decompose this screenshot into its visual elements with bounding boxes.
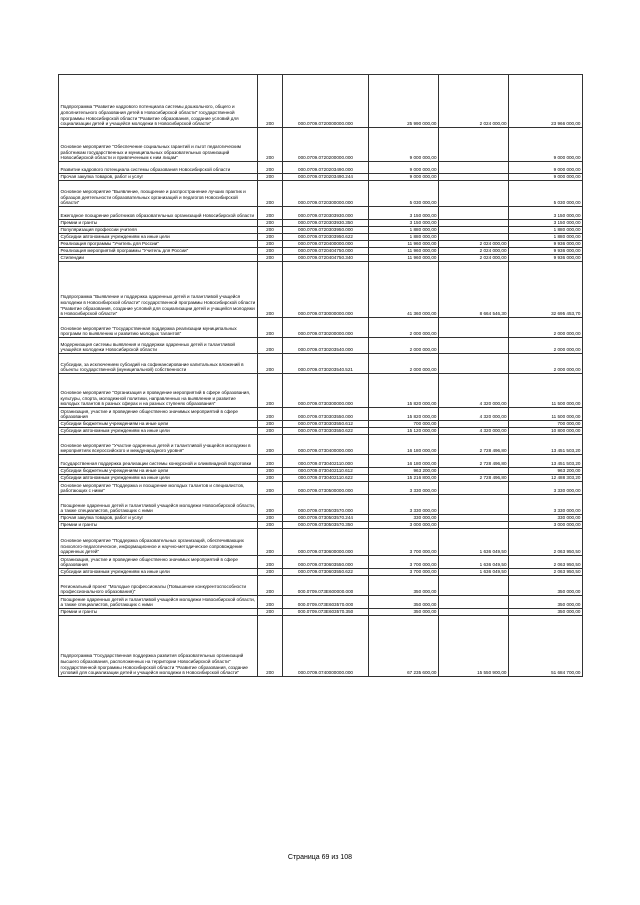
row-spent-cell: 15 550 900,00 [439, 616, 509, 677]
row-remaining-cell: 9 000 000,00 [509, 174, 583, 181]
table-row [59, 181, 583, 207]
row-amount-cell: 3 330 000,00 [369, 482, 439, 495]
row-group-cell: 200 [258, 181, 283, 207]
row-spent-cell [439, 318, 509, 338]
row-name-cell: Субсидии, за исключением субсидий на софинансирование капитальных вложений в объекты государственной (муниципальной) собственности [59, 354, 258, 374]
row-group-cell: 200 [258, 455, 283, 468]
row-code-cell: 000.0709.0730300000.000 [283, 374, 369, 408]
row-amount-cell: 5 030 000,00 [369, 181, 439, 207]
row-group-cell: 200 [258, 482, 283, 495]
row-spent-cell: 2 024 000,00 [439, 255, 509, 262]
row-amount-cell: 3 150 000,00 [369, 220, 439, 227]
row-amount-cell: 330 000,00 [369, 515, 439, 522]
page-number: Страница 69 из 108 [287, 854, 353, 861]
row-amount-cell: 3 330 000,00 [369, 495, 439, 515]
row-spent-cell [439, 609, 509, 616]
row-amount-cell: 67 235 600,00 [369, 616, 439, 677]
row-remaining-cell: 2 063 950,50 [509, 529, 583, 556]
row-code-cell: 000.0709.0720000000.000 [283, 75, 369, 128]
row-group-cell: 200 [258, 162, 283, 174]
row-amount-cell: 2 000 000,00 [369, 354, 439, 374]
row-remaining-cell: 3 330 000,00 [509, 482, 583, 495]
table-row [59, 569, 583, 576]
row-name-cell: Популяризация профессии учителя [59, 227, 258, 234]
row-code-cell: 000.0709.0730503570.244 [283, 515, 369, 522]
row-name-cell: Премии и гранты [59, 220, 258, 227]
row-group-cell: 200 [258, 255, 283, 262]
row-remaining-cell: 11 500 000,00 [509, 374, 583, 408]
row-code-cell: 000.0709.0730402110.612 [283, 468, 369, 475]
row-amount-cell: 350 000,00 [369, 609, 439, 616]
row-group-cell: 200 [258, 576, 283, 596]
row-remaining-cell: 963 200,00 [509, 468, 583, 475]
row-amount-cell: 963 200,00 [369, 468, 439, 475]
row-amount-cell: 350 000,00 [369, 596, 439, 609]
row-remaining-cell: 1 880 000,00 [509, 227, 583, 234]
table-row [59, 515, 583, 522]
row-name-cell: Премии и гранты [59, 522, 258, 529]
row-group-cell: 200 [258, 207, 283, 220]
row-spent-cell: 1 636 049,50 [439, 556, 509, 569]
row-remaining-cell: 2 063 950,50 [509, 556, 583, 569]
row-code-cell: 000.0709.0720203490.000 [283, 162, 369, 174]
row-code-cell: 000.0709.073E600000.000 [283, 576, 369, 596]
row-group-cell: 200 [258, 556, 283, 569]
row-spent-cell [439, 162, 509, 174]
table-row [59, 421, 583, 428]
row-remaining-cell: 5 030 000,00 [509, 181, 583, 207]
row-name-cell: Субсидии автономным учреждениям на иные цели [59, 569, 258, 576]
row-group-cell: 200 [258, 128, 283, 162]
row-remaining-cell: 350 000,00 [509, 609, 583, 616]
row-amount-cell: 16 180 000,00 [369, 455, 439, 468]
row-remaining-cell: 2 000 000,00 [509, 318, 583, 338]
row-name-cell: Региональный проект "Молодые профессионалы (Повышение конкурентоспособности профессионального образования)" [59, 576, 258, 596]
row-amount-cell: 25 990 000,00 [369, 75, 439, 128]
row-amount-cell: 11 960 000,00 [369, 248, 439, 255]
row-spent-cell: 2 728 496,80 [439, 435, 509, 455]
row-remaining-cell: 23 966 000,00 [509, 75, 583, 128]
row-name-cell: Государственная поддержка реализации системы конкурсной и олимпиадной подготовки [59, 455, 258, 468]
row-remaining-cell: 1 880 000,00 [509, 234, 583, 241]
row-group-cell: 200 [258, 354, 283, 374]
row-spent-cell: 2 728 496,80 [439, 455, 509, 468]
row-group-cell: 200 [258, 227, 283, 234]
row-code-cell: 000.0709.0730400000.000 [283, 435, 369, 455]
row-spent-cell: 4 320 000,00 [439, 428, 509, 435]
row-amount-cell: 3 700 000,00 [369, 529, 439, 556]
table-row [59, 241, 583, 248]
table-row [59, 576, 583, 596]
row-spent-cell [439, 174, 509, 181]
table-row [59, 374, 583, 408]
row-group-cell: 200 [258, 174, 283, 181]
table-row [59, 522, 583, 529]
row-name-cell: Субсидии автономным учреждениям на иные цели [59, 234, 258, 241]
row-spent-cell: 1 636 049,50 [439, 569, 509, 576]
row-code-cell: 000.0709.0730600000.000 [283, 529, 369, 556]
row-remaining-cell: 9 000 000,00 [509, 162, 583, 174]
row-group-cell: 200 [258, 338, 283, 354]
row-remaining-cell: 9 000 000,00 [509, 128, 583, 162]
row-spent-cell [439, 207, 509, 220]
row-spent-cell: 8 664 546,30 [439, 262, 509, 318]
row-amount-cell: 2 000 000,00 [369, 318, 439, 338]
budget-table-body [59, 75, 583, 677]
row-spent-cell: 4 320 000,00 [439, 408, 509, 421]
budget-table [58, 74, 583, 677]
row-remaining-cell: 3 330 000,00 [509, 495, 583, 515]
row-code-cell: 000.0709.0720303950.000 [283, 227, 369, 234]
row-group-cell: 200 [258, 318, 283, 338]
row-spent-cell [439, 495, 509, 515]
row-name-cell: Субсидии бюджетным учреждениям на иные цели [59, 468, 258, 475]
row-group-cell: 200 [258, 262, 283, 318]
table-row [59, 354, 583, 374]
row-name-cell: Ежегодное поощрение работников образовательных организаций Новосибирской области [59, 207, 258, 220]
row-remaining-cell: 3 000 000,00 [509, 522, 583, 529]
row-code-cell: 000.0709.0720300000.000 [283, 181, 369, 207]
row-spent-cell [439, 522, 509, 529]
row-group-cell: 200 [258, 408, 283, 421]
row-remaining-cell: 2 000 000,00 [509, 338, 583, 354]
table-row [59, 455, 583, 468]
row-amount-cell: 11 960 000,00 [369, 255, 439, 262]
row-amount-cell: 700 000,00 [369, 421, 439, 428]
row-spent-cell [439, 220, 509, 227]
table-row [59, 616, 583, 677]
row-group-cell: 200 [258, 421, 283, 428]
row-remaining-cell: 350 000,00 [509, 576, 583, 596]
row-name-cell: Основное мероприятие "Выявление, поощрение и распространение лучших практик и образцов деятельности образовательных организаций и педагогов Новосибирской области" [59, 181, 258, 207]
table-row [59, 162, 583, 174]
table-row [59, 495, 583, 515]
row-spent-cell [439, 338, 509, 354]
row-amount-cell: 16 180 000,00 [369, 435, 439, 455]
row-code-cell: 000.0709.0720404750.340 [283, 255, 369, 262]
row-name-cell: Развитие кадрового потенциала системы образования Новосибирской области [59, 162, 258, 174]
row-group-cell: 200 [258, 75, 283, 128]
row-amount-cell: 9 000 000,00 [369, 174, 439, 181]
row-code-cell: 000.0709.0730200000.000 [283, 318, 369, 338]
row-remaining-cell: 10 800 000,00 [509, 428, 583, 435]
row-amount-cell: 15 216 800,00 [369, 475, 439, 482]
row-group-cell: 200 [258, 475, 283, 482]
table-row [59, 468, 583, 475]
row-amount-cell: 3 150 000,00 [369, 207, 439, 220]
row-remaining-cell: 700 000,00 [509, 421, 583, 428]
row-code-cell: 000.0709.0730503570.000 [283, 495, 369, 515]
table-row [59, 338, 583, 354]
table-row [59, 248, 583, 255]
row-spent-cell [439, 596, 509, 609]
row-spent-cell [439, 354, 509, 374]
row-code-cell: 000.0709.0720200000.000 [283, 128, 369, 162]
row-group-cell: 200 [258, 515, 283, 522]
row-code-cell: 000.0709.0720303930.000 [283, 207, 369, 220]
row-name-cell: Поощрение одаренных детей и талантливой учащейся молодежи Новосибирской области, а также специалистов, работающих с ними [59, 596, 258, 609]
row-code-cell: 000.0709.0730402110.622 [283, 475, 369, 482]
row-code-cell: 000.0709.0730500000.000 [283, 482, 369, 495]
row-remaining-cell: 3 150 000,00 [509, 220, 583, 227]
row-name-cell: Подпрограмма "Государственная поддержка развития образовательных организаций высшего образования, расположенных на территории Новосибирской области" государственной программы Новосибирской области "Развитие образования, создание условий для социализации детей и учащейся молодежи в Новосибирской области" [59, 616, 258, 677]
table-row [59, 227, 583, 234]
row-remaining-cell: 2 000 000,00 [509, 354, 583, 374]
row-amount-cell: 9 000 000,00 [369, 162, 439, 174]
row-code-cell: 000.0709.0730303550.612 [283, 421, 369, 428]
row-remaining-cell: 13 451 503,20 [509, 455, 583, 468]
row-group-cell: 200 [258, 374, 283, 408]
row-group-cell: 200 [258, 616, 283, 677]
row-code-cell: 000.0709.0730303550.622 [283, 428, 369, 435]
row-remaining-cell: 350 000,00 [509, 596, 583, 609]
row-name-cell: Поощрение одаренных детей и талантливой учащейся молодежи Новосибирской области, а также специалистов, работающих с ними [59, 495, 258, 515]
row-name-cell: Основное мероприятие "Обеспечение социальных гарантий и льгот педагогическим работникам государственных и муниципальных образовательных организаций Новосибирской области и привлеченным к ним лицам" [59, 128, 258, 162]
row-name-cell: Премии и гранты [59, 609, 258, 616]
row-name-cell: Подпрограмма "Выявление и поддержка одаренных детей и талантливой учащейся молодежи в Новосибирской области" государственной программы Новосибирской области "Развитие образования, создание условий для социализации детей и учащейся молодежи в Новосибирской области" [59, 262, 258, 318]
row-amount-cell: 15 820 000,00 [369, 408, 439, 421]
row-name-cell: Субсидии автономным учреждениям на иные цели [59, 475, 258, 482]
row-code-cell: 000.0709.073E603570.000 [283, 596, 369, 609]
row-amount-cell: 1 880 000,00 [369, 234, 439, 241]
table-row [59, 318, 583, 338]
row-code-cell: 000.0709.0730603550.000 [283, 556, 369, 569]
row-amount-cell: 15 820 000,00 [369, 374, 439, 408]
row-amount-cell: 1 880 000,00 [369, 227, 439, 234]
row-group-cell: 200 [258, 241, 283, 248]
table-row [59, 596, 583, 609]
row-name-cell: Модернизация системы выявления и поддержки одаренных детей и талантливой учащейся молодежи Новосибирской области [59, 338, 258, 354]
row-spent-cell: 2 728 496,80 [439, 475, 509, 482]
row-code-cell: 000.0709.0730203540.000 [283, 338, 369, 354]
table-row [59, 255, 583, 262]
table-row [59, 174, 583, 181]
row-name-cell: Основное мероприятие "Участие одаренных детей и талантливой учащейся молодежи в мероприятиях всероссийского и международного уровня" [59, 435, 258, 455]
row-amount-cell: 2 000 000,00 [369, 338, 439, 354]
table-row [59, 262, 583, 318]
row-remaining-cell: 2 063 950,50 [509, 569, 583, 576]
row-group-cell: 200 [258, 495, 283, 515]
table-row [59, 428, 583, 435]
row-group-cell: 200 [258, 529, 283, 556]
row-group-cell: 200 [258, 609, 283, 616]
row-code-cell: 000.0709.073E603570.350 [283, 609, 369, 616]
row-name-cell: Организация, участие и проведение общественно значимых мероприятий в сфере образования [59, 408, 258, 421]
row-group-cell: 200 [258, 234, 283, 241]
row-remaining-cell: 11 500 000,00 [509, 408, 583, 421]
row-code-cell: 000.0709.0720404750.000 [283, 248, 369, 255]
table-row [59, 556, 583, 569]
table-row [59, 220, 583, 227]
row-name-cell: Основное мероприятие "Поддержка и поощрение молодых талантов и специалистов, работающих с ними" [59, 482, 258, 495]
row-name-cell: Основное мероприятие "Государственная поддержка реализации муниципальных программ по выявлению и развитию молодых талантов" [59, 318, 258, 338]
row-spent-cell [439, 128, 509, 162]
row-name-cell: Подпрограмма "Развитие кадрового потенциала системы дошкольного, общего и дополнительного образования детей в Новосибирской области" государственной программы Новосибирской области "Развитие образования, создание условий для социализации детей и учащейся молодежи в Новосибирской области" [59, 75, 258, 128]
row-remaining-cell: 9 936 000,00 [509, 255, 583, 262]
table-row [59, 408, 583, 421]
row-spent-cell [439, 181, 509, 207]
row-amount-cell: 15 120 000,00 [369, 428, 439, 435]
row-group-cell: 200 [258, 468, 283, 475]
row-name-cell: Реализация программы "Учитель для России" [59, 241, 258, 248]
row-name-cell: Прочая закупка товаров, работ и услуг [59, 174, 258, 181]
row-amount-cell: 11 960 000,00 [369, 241, 439, 248]
row-code-cell: 000.0709.0730203540.521 [283, 354, 369, 374]
row-group-cell: 200 [258, 248, 283, 255]
row-amount-cell: 3 700 000,00 [369, 569, 439, 576]
table-row [59, 207, 583, 220]
row-spent-cell: 4 320 000,00 [439, 374, 509, 408]
row-code-cell: 000.0709.0730503570.350 [283, 522, 369, 529]
row-amount-cell: 3 700 000,00 [369, 556, 439, 569]
row-code-cell: 000.0709.0720400000.000 [283, 241, 369, 248]
row-group-cell: 200 [258, 596, 283, 609]
row-name-cell: Реализация мероприятий программы "Учитель для России" [59, 248, 258, 255]
table-row [59, 128, 583, 162]
table-row [59, 482, 583, 495]
row-spent-cell [439, 421, 509, 428]
row-name-cell: Организация, участие и проведение общественно значимых мероприятий в сфере образования [59, 556, 258, 569]
row-code-cell: 000.0709.0720203490.244 [283, 174, 369, 181]
table-row [59, 75, 583, 128]
table-row [59, 234, 583, 241]
row-spent-cell: 2 024 000,00 [439, 75, 509, 128]
table-row [59, 529, 583, 556]
row-code-cell: 000.0709.0720303950.622 [283, 234, 369, 241]
row-name-cell: Стипендии [59, 255, 258, 262]
row-name-cell: Субсидии автономным учреждениям на иные цели [59, 428, 258, 435]
row-code-cell: 000.0709.0740000000.000 [283, 616, 369, 677]
row-group-cell: 200 [258, 569, 283, 576]
table-row [59, 609, 583, 616]
table-row [59, 475, 583, 482]
row-remaining-cell: 32 695 453,70 [509, 262, 583, 318]
table-row [59, 435, 583, 455]
row-remaining-cell: 51 684 700,00 [509, 616, 583, 677]
row-remaining-cell: 330 000,00 [509, 515, 583, 522]
row-remaining-cell: 9 936 000,00 [509, 248, 583, 255]
row-name-cell: Прочая закупка товаров, работ и услуг [59, 515, 258, 522]
row-amount-cell: 3 000 000,00 [369, 522, 439, 529]
row-amount-cell: 41 360 000,00 [369, 262, 439, 318]
row-spent-cell [439, 576, 509, 596]
row-spent-cell: 1 636 049,50 [439, 529, 509, 556]
row-remaining-cell: 12 488 303,20 [509, 475, 583, 482]
row-spent-cell [439, 482, 509, 495]
row-amount-cell: 9 000 000,00 [369, 128, 439, 162]
row-group-cell: 200 [258, 220, 283, 227]
row-code-cell: 000.0709.0730303550.000 [283, 408, 369, 421]
row-remaining-cell: 13 451 503,20 [509, 435, 583, 455]
row-code-cell: 000.0709.0720303930.350 [283, 220, 369, 227]
row-spent-cell [439, 515, 509, 522]
row-group-cell: 200 [258, 428, 283, 435]
row-code-cell: 000.0709.0730000000.000 [283, 262, 369, 318]
row-spent-cell [439, 227, 509, 234]
row-code-cell: 000.0709.0730402110.000 [283, 455, 369, 468]
row-group-cell: 200 [258, 522, 283, 529]
row-name-cell: Основное мероприятие "Организация и проведение мероприятий в сфере образования, культуры, спорта, молодежной политики, направленных на выявление и развитие молодых талантов в разных сферах и на разных ступенях образования" [59, 374, 258, 408]
row-name-cell: Субсидии бюджетным учреждениям на иные цели [59, 421, 258, 428]
budget-report-sheet [58, 74, 582, 677]
row-amount-cell: 350 000,00 [369, 576, 439, 596]
row-remaining-cell: 9 936 000,00 [509, 241, 583, 248]
row-spent-cell [439, 468, 509, 475]
row-code-cell: 000.0709.0730603550.622 [283, 569, 369, 576]
row-remaining-cell: 3 150 000,00 [509, 207, 583, 220]
row-spent-cell: 2 024 000,00 [439, 248, 509, 255]
row-name-cell: Основное мероприятие "Поддержка образовательных организаций, обеспечивающих психолого-педагогическое, информационное и научно-методическое сопровождение одаренных детей" [59, 529, 258, 556]
row-spent-cell [439, 234, 509, 241]
row-group-cell: 200 [258, 435, 283, 455]
row-spent-cell: 2 024 000,00 [439, 241, 509, 248]
